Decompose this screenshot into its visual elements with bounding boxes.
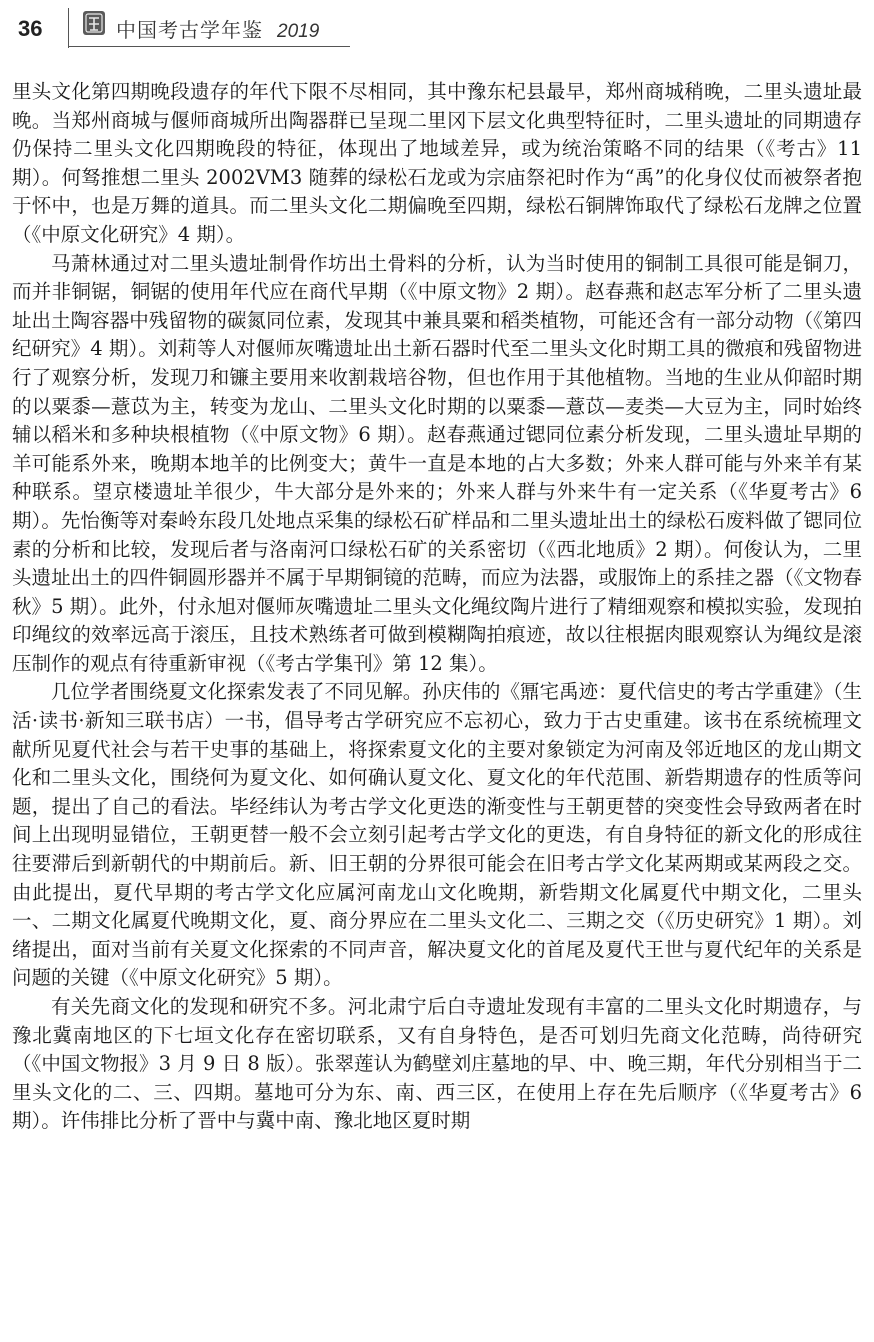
paragraph: 里头文化第四期晚段遗存的年代下限不尽相同，其中豫东杞县最早，郑州商城稍晚，二里头遗址最晚。当郑州商城与偃师商城所出陶器群已呈现二里冈下层文化典型特征时，二里头遗址的同期遗存仍保持二里头文化四期晚段的特征，体现出了地域差异，或为统治策略不同的结果（《考古》11 期）。何驽推想二里头 2002VM3 随葬的绿松石龙或为宗庙祭祀时作为“禹”的化身仪仗而被祭者抱于怀中，也是万舞的道具。而二里头文化二期偏晚至四期，绿松石铜牌饰取代了绿松石龙牌之位置（《中原文化研究》4 期）。: [12, 80, 862, 246]
journal-year: 2019: [277, 21, 320, 42]
paragraph: 马萧林通过对二里头遗址制骨作坊出土骨料的分析，认为当时使用的铜制工具很可能是铜刀，而并非铜锯，铜锯的使用年代应在商代早期（《中原文物》2 期）。赵春燕和赵志军分析了二里头遗址出土陶容器中残留物的碳氮同位素，发现其中兼具粟和稻类植物，可能还含有一部分动物（《第四纪研究》4 期）。刘莉等人对偃师灰嘴遗址出土新石器时代至二里头文化时期工具的微痕和残留物进行了观察分析，发现刀和镰主要用来收割栽培谷物，但也作用于其他植物。当地的生业从仰韶时期的以粟黍—薏苡为主，转变为龙山、二里头文化时期的以粟黍—薏苡—麦类—大豆为主，同时始终辅以稻米和多种块根植物（《中原文物》6 期）。赵春燕通过锶同位素分析发现，二里头遗址早期的羊可能系外来，晚期本地羊的比例变大；黄牛一直是本地的占大多数；外来人群可能与外来羊有某种联系。望京楼遗址羊很少，牛大部分是外来的；外来人群与外来牛有一定关系（《华夏考古》6 期）。先怡衡等对秦岭东段几处地点采集的绿松石矿样品和二里头遗址出土的绿松石废料做了锶同位素的分析和比较，发现后者与洛南河口绿松石矿的关系密切（《西北地质》2 期）。何俊认为，二里头遗址出土的四件铜圆形器并不属于早期铜镜的范畴，而应为法器，或服饰上的系挂之器（《文物春秋》5 期）。此外，付永旭对偃师灰嘴遗址二里头文化绳纹陶片进行了精细观察和模拟实验，发现拍印绳纹的效率远高于滚压，且技术熟练者可做到模糊陶拍痕迹，故以往根据肉眼观察认为绳纹是滚压制作的观点有待重新审视（《考古学集刊》第 12 集）。: [12, 251, 862, 675]
journal-name: 中国考古学年鉴: [116, 18, 263, 42]
paragraph: 几位学者围绕夏文化探索发表了不同见解。孙庆伟的《鼏宅禹迹：夏代信史的考古学重建》（生活·读书·新知三联书店）一书，倡导考古学研究应不忘初心，致力于古史重建。该书在系统梳理文献所见夏代社会与若干史事的基础上，将探索夏文化的主要对象锁定为河南及邻近地区的龙山期文化和二里头文化，围绕何为夏文化、如何确认夏文化、夏文化的年代范围、新砦期遗存的性质等问题，提出了自己的看法。毕经纬认为考古学文化更迭的渐变性与王朝更替的突变性会导致两者在时间上出现明显错位，王朝更替一般不会立刻引起考古学文化的更迭，有自身特征的新文化的形成往往要滞后到新朝代的中期前后。新、旧王朝的分界很可能会在旧考古学文化某两期或某两段之交。由此提出，夏代早期的考古学文化应属河南龙山文化晚期，新砦期文化属夏代中期文化，二里头一、二期文化属夏代晚期文化，夏、商分界应在二里头文化二、三期之交（《历史研究》1 期）。刘绪提出，面对当前有关夏文化探索的不同声音，解决夏文化的首尾及夏代王世与夏代纪年的关系是问题的关键（《中原文化研究》5 期）。: [12, 680, 862, 990]
header-divider-horizontal: [68, 46, 350, 47]
header-divider-vertical: [68, 8, 69, 48]
page-number: 36: [18, 16, 43, 41]
page-header: [0, 0, 874, 56]
journal-title: [116, 14, 319, 43]
article-body: [12, 78, 862, 1136]
yearbook-seal-icon: [80, 8, 108, 38]
paragraph: 有关先商文化的发现和研究不多。河北肃宁后白寺遗址发现有丰富的二里头文化时期遗存，与豫北冀南地区的下七垣文化存在密切联系，又有自身特色，是否可划归先商文化范畴，尚待研究（《中国文物报》3 月 9 日 8 版）。张翠莲认为鹤壁刘庄墓地的早、中、晚三期，年代分别相当于二里头文化的二、三、四期。墓地可分为东、南、西三区，在使用上存在先后顺序（《华夏考古》6 期）。许伟排比分析了晋中与冀中南、豫北地区夏时期: [12, 995, 862, 1133]
